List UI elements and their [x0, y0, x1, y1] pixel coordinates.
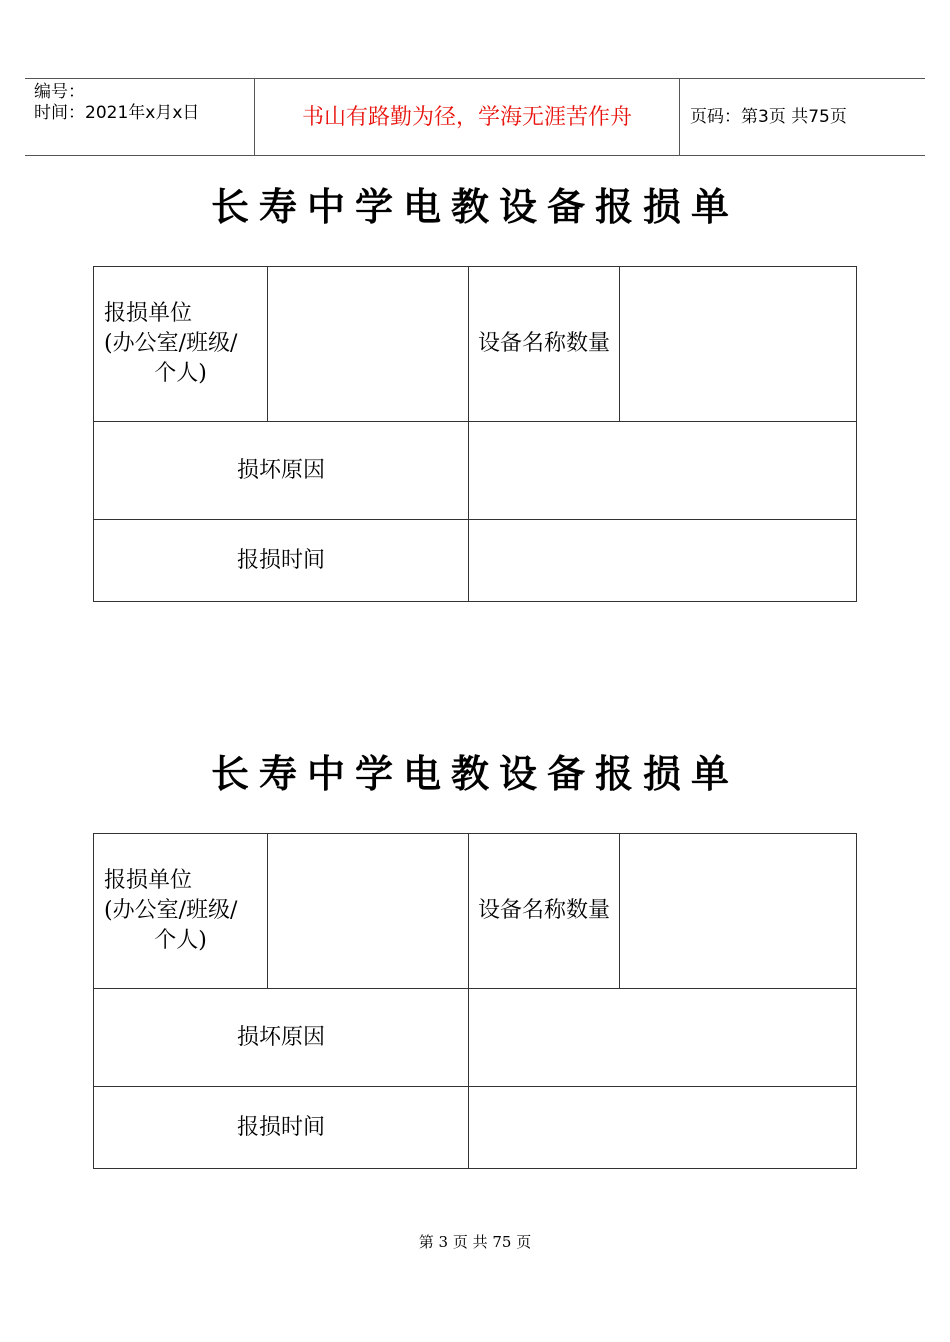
header-motto: 书山有路勤为径，学海无涯苦作舟: [301, 105, 632, 130]
damage-report-form: [93, 833, 857, 1169]
unit-label-line: 个人): [154, 361, 207, 386]
reason-label: 损坏原因: [94, 422, 469, 520]
document-code-label: 编号：: [34, 82, 85, 102]
reason-value-field[interactable]: [469, 989, 857, 1087]
report-time-value-field[interactable]: [469, 1087, 857, 1169]
unit-value-field[interactable]: [268, 834, 469, 989]
header-top-rule: [25, 78, 925, 79]
form-title: 长寿中学电教设备报损单: [210, 751, 739, 796]
page-footer: 第 3 页 共 75 页: [418, 1233, 532, 1251]
equipment-value-field[interactable]: [620, 267, 857, 422]
unit-label-cell: [94, 267, 268, 422]
form-title: 长寿中学电教设备报损单: [210, 184, 739, 229]
header-bottom-rule: [25, 155, 925, 156]
equipment-label: 设备名称数量: [469, 834, 620, 989]
unit-label-line: 个人): [154, 928, 207, 953]
header-divider-right: [679, 78, 680, 155]
unit-value-field[interactable]: [268, 267, 469, 422]
unit-label-cell: [94, 834, 268, 989]
equipment-label: 设备名称数量: [469, 267, 620, 422]
unit-label-line: (办公室/班级/: [104, 331, 238, 356]
report-time-label: 报损时间: [94, 520, 469, 602]
document-date: 时间：2021年x月x日: [34, 103, 200, 123]
unit-label-line: 报损单位: [104, 868, 193, 893]
reason-label: 损坏原因: [94, 989, 469, 1087]
unit-label-line: (办公室/班级/: [104, 898, 238, 923]
unit-label-line: 报损单位: [104, 301, 193, 326]
report-time-value-field[interactable]: [469, 520, 857, 602]
header-page-info: 页码：第3页 共75页: [690, 107, 847, 127]
damage-report-form: [93, 266, 857, 602]
reason-value-field[interactable]: [469, 422, 857, 520]
report-time-label: 报损时间: [94, 1087, 469, 1169]
equipment-value-field[interactable]: [620, 834, 857, 989]
